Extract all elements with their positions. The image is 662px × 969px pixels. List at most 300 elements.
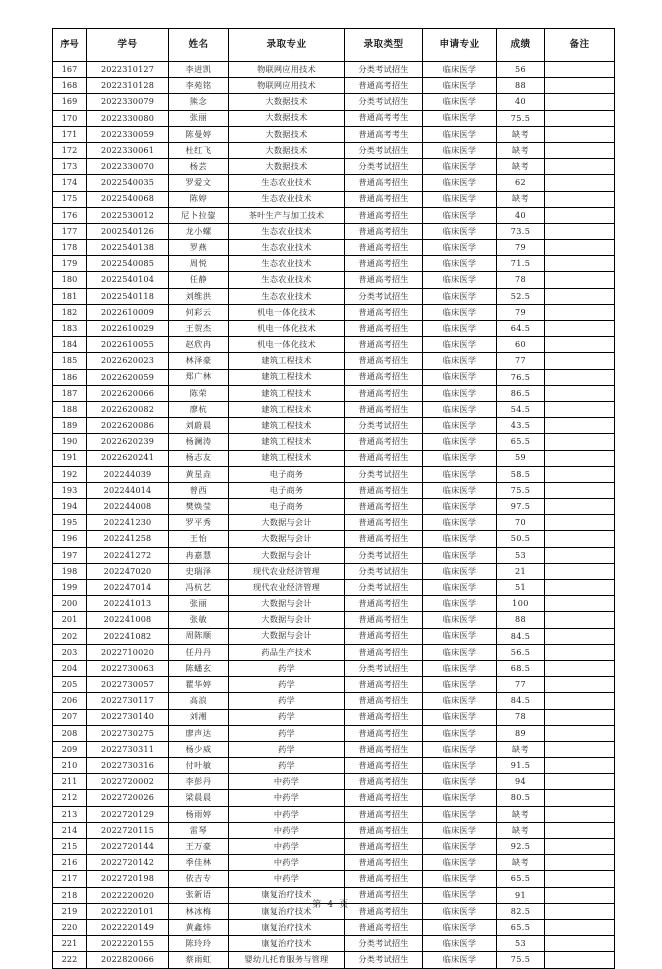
cell-admission-type: 普通高考招生 [345,175,423,191]
cell-admitted-major: 中药学 [229,839,345,855]
cell-admission-type: 分类考试招生 [345,547,423,563]
cell-sequence: 187 [53,385,87,401]
cell-admission-type: 分类考试招生 [345,660,423,676]
cell-admitted-major: 药学 [229,758,345,774]
table-row [53,191,615,207]
cell-admission-type: 普通高考招生 [345,741,423,757]
cell-sequence: 217 [53,871,87,887]
cell-sequence: 177 [53,223,87,239]
cell-admission-type: 普通高考招生 [345,887,423,903]
cell-name: 陈玲玲 [169,936,229,952]
cell-sequence: 194 [53,499,87,515]
cell-admitted-major: 中药学 [229,855,345,871]
cell-score: 缺考 [497,126,545,142]
cell-name: 罗平秀 [169,515,229,531]
cell-score: 58.5 [497,466,545,482]
cell-admission-type: 普通高考招生 [345,482,423,498]
cell-student-id: 2002540126 [87,223,169,239]
cell-sequence: 206 [53,693,87,709]
table-row [53,385,615,401]
cell-sequence: 221 [53,936,87,952]
cell-sequence: 202 [53,628,87,644]
cell-admitted-major: 康复治疗技术 [229,903,345,919]
page-footer: 第 4 页 [312,900,350,910]
cell-student-id: 202241082 [87,628,169,644]
table-row [53,677,615,693]
cell-applied-major: 临床医学 [423,110,497,126]
cell-remarks [545,499,615,515]
cell-remarks [545,563,615,579]
cell-name: 刘湘 [169,709,229,725]
cell-name: 季佳林 [169,855,229,871]
cell-name: 廖声达 [169,725,229,741]
cell-admitted-major: 建筑工程技术 [229,385,345,401]
cell-score: 62 [497,175,545,191]
table-row [53,580,615,596]
cell-student-id: 2022720026 [87,790,169,806]
cell-admission-type: 普通高考招生 [345,709,423,725]
cell-name: 陈荣 [169,385,229,401]
cell-sequence: 182 [53,304,87,320]
cell-score: 68.5 [497,660,545,676]
cell-admitted-major: 建筑工程技术 [229,369,345,385]
cell-admitted-major: 婴幼儿托育服务与管理 [229,952,345,968]
cell-admission-type: 普通高考招生 [345,644,423,660]
cell-sequence: 222 [53,952,87,968]
cell-student-id: 202244014 [87,482,169,498]
cell-student-id: 2022620059 [87,369,169,385]
table-row [53,321,615,337]
cell-remarks [545,434,615,450]
table-header-row [53,29,615,62]
table-row [53,822,615,838]
cell-sequence: 176 [53,207,87,223]
cell-remarks [545,531,615,547]
cell-applied-major: 临床医学 [423,207,497,223]
cell-admitted-major: 物联网应用技术 [229,62,345,78]
cell-applied-major: 临床医学 [423,353,497,369]
cell-remarks [545,596,615,612]
column-header-sequence: 序号 [53,29,87,62]
cell-sequence: 214 [53,822,87,838]
cell-remarks [545,288,615,304]
cell-score: 缺考 [497,806,545,822]
cell-applied-major: 临床医学 [423,434,497,450]
cell-name: 林泽豪 [169,353,229,369]
cell-admitted-major: 机电一体化技术 [229,337,345,353]
cell-admission-type: 普通高考招生 [345,596,423,612]
table-row [53,288,615,304]
cell-admitted-major: 生态农业技术 [229,175,345,191]
cell-applied-major: 临床医学 [423,644,497,660]
cell-admission-type: 普通高考招生 [345,790,423,806]
cell-applied-major: 临床医学 [423,418,497,434]
cell-admitted-major: 机电一体化技术 [229,321,345,337]
cell-student-id: 202241013 [87,596,169,612]
cell-admission-type: 普通高考招生 [345,78,423,94]
cell-admitted-major: 现代农业经济管理 [229,563,345,579]
cell-name: 罗爱文 [169,175,229,191]
cell-remarks [545,822,615,838]
cell-score: 50.5 [497,531,545,547]
cell-sequence: 204 [53,660,87,676]
cell-remarks [545,223,615,239]
cell-admitted-major: 大数据技术 [229,110,345,126]
cell-remarks [545,110,615,126]
cell-name: 廖杭 [169,401,229,417]
cell-admission-type: 分类考试招生 [345,94,423,110]
cell-score: 52.5 [497,288,545,304]
cell-name: 雷琴 [169,822,229,838]
cell-student-id: 2022540118 [87,288,169,304]
cell-admitted-major: 中药学 [229,790,345,806]
cell-remarks [545,725,615,741]
cell-student-id: 2022720129 [87,806,169,822]
cell-admitted-major: 大数据与会计 [229,596,345,612]
table-row [53,418,615,434]
cell-admitted-major: 生态农业技术 [229,272,345,288]
cell-name: 杨澜涛 [169,434,229,450]
cell-admitted-major: 大数据与会计 [229,628,345,644]
cell-name: 曾西 [169,482,229,498]
cell-name: 熊念 [169,94,229,110]
column-header-admission-type: 录取类型 [345,29,423,62]
cell-remarks [545,191,615,207]
cell-applied-major: 临床医学 [423,628,497,644]
table-row [53,596,615,612]
cell-admission-type: 普通高考招生 [345,272,423,288]
cell-sequence: 181 [53,288,87,304]
cell-student-id: 2022620086 [87,418,169,434]
column-header-remarks: 备注 [545,29,615,62]
cell-name: 史瑞泽 [169,563,229,579]
cell-applied-major: 临床医学 [423,596,497,612]
cell-admitted-major: 大数据技术 [229,142,345,158]
cell-sequence: 172 [53,142,87,158]
cell-student-id: 2022730316 [87,758,169,774]
cell-admitted-major: 中药学 [229,806,345,822]
cell-remarks [545,482,615,498]
cell-applied-major: 临床医学 [423,855,497,871]
cell-admitted-major: 大数据技术 [229,94,345,110]
cell-sequence: 209 [53,741,87,757]
cell-remarks [545,466,615,482]
cell-remarks [545,175,615,191]
cell-admission-type: 普通高考招生 [345,628,423,644]
cell-applied-major: 临床医学 [423,580,497,596]
cell-applied-major: 临床医学 [423,806,497,822]
cell-score: 缺考 [497,159,545,175]
cell-admission-type: 普通高考招生 [345,191,423,207]
cell-remarks [545,660,615,676]
cell-admission-type: 普通高考招生 [345,450,423,466]
cell-applied-major: 临床医学 [423,660,497,676]
table-row [53,871,615,887]
cell-admission-type: 普通高考招生 [345,304,423,320]
cell-admission-type: 普通高考招生 [345,531,423,547]
cell-admission-type: 分类考试招生 [345,936,423,952]
table-row [53,450,615,466]
cell-sequence: 174 [53,175,87,191]
cell-sequence: 188 [53,401,87,417]
cell-name: 高浪 [169,693,229,709]
cell-score: 64.5 [497,321,545,337]
cell-student-id: 2022620066 [87,385,169,401]
cell-score: 75.5 [497,110,545,126]
cell-applied-major: 临床医学 [423,240,497,256]
cell-admission-type: 普通高考招生 [345,774,423,790]
cell-student-id: 2022720198 [87,871,169,887]
cell-student-id: 202247014 [87,580,169,596]
cell-name: 杨雨婷 [169,806,229,822]
cell-sequence: 208 [53,725,87,741]
cell-remarks [545,159,615,175]
cell-name: 杨少威 [169,741,229,757]
cell-score: 40 [497,207,545,223]
table-row [53,693,615,709]
cell-score: 84.5 [497,628,545,644]
cell-student-id: 2022730140 [87,709,169,725]
cell-admission-type: 普通高考考生 [345,110,423,126]
cell-score: 60 [497,337,545,353]
cell-applied-major: 临床医学 [423,919,497,935]
table-row [53,806,615,822]
cell-student-id: 202241230 [87,515,169,531]
cell-applied-major: 临床医学 [423,256,497,272]
cell-remarks [545,418,615,434]
cell-applied-major: 临床医学 [423,272,497,288]
cell-name: 张丽 [169,110,229,126]
cell-name: 黄星垚 [169,466,229,482]
cell-admission-type: 普通高考招生 [345,353,423,369]
cell-admitted-major: 中药学 [229,774,345,790]
cell-applied-major: 临床医学 [423,790,497,806]
cell-applied-major: 临床医学 [423,126,497,142]
cell-remarks [545,450,615,466]
cell-sequence: 198 [53,563,87,579]
table-row [53,952,615,968]
admission-roster-table [52,28,615,969]
cell-name: 何彩云 [169,304,229,320]
cell-student-id: 202244039 [87,466,169,482]
cell-admitted-major: 生态农业技术 [229,223,345,239]
cell-admission-type: 普通高考招生 [345,871,423,887]
cell-applied-major: 临床医学 [423,693,497,709]
cell-admitted-major: 康复治疗技术 [229,887,345,903]
cell-remarks [545,78,615,94]
cell-admission-type: 普通高考招生 [345,758,423,774]
cell-student-id: 2022540068 [87,191,169,207]
cell-applied-major: 临床医学 [423,159,497,175]
cell-applied-major: 临床医学 [423,369,497,385]
cell-admitted-major: 生态农业技术 [229,191,345,207]
table-row [53,725,615,741]
cell-score: 76.5 [497,369,545,385]
cell-student-id: 2022620082 [87,401,169,417]
cell-sequence: 196 [53,531,87,547]
cell-sequence: 180 [53,272,87,288]
cell-applied-major: 临床医学 [423,62,497,78]
cell-admission-type: 普通高考招生 [345,515,423,531]
cell-name: 王万豪 [169,839,229,855]
table-row [53,272,615,288]
cell-score: 94 [497,774,545,790]
cell-sequence: 186 [53,369,87,385]
cell-score: 78 [497,709,545,725]
cell-score: 92.5 [497,839,545,855]
table-row [53,369,615,385]
cell-remarks [545,709,615,725]
cell-admission-type: 普通高考招生 [345,919,423,935]
cell-name: 刘蔚晨 [169,418,229,434]
cell-name: 冉嘉慧 [169,547,229,563]
cell-applied-major: 临床医学 [423,871,497,887]
cell-name: 任丹丹 [169,644,229,660]
cell-name: 杜红飞 [169,142,229,158]
cell-applied-major: 临床医学 [423,288,497,304]
cell-student-id: 2022620239 [87,434,169,450]
cell-applied-major: 临床医学 [423,725,497,741]
cell-admitted-major: 药学 [229,660,345,676]
cell-remarks [545,240,615,256]
cell-score: 79 [497,304,545,320]
cell-student-id: 2022620241 [87,450,169,466]
cell-remarks [545,142,615,158]
cell-student-id: 2022730063 [87,660,169,676]
cell-score: 缺考 [497,855,545,871]
table-row [53,919,615,935]
cell-name: 林冰梅 [169,903,229,919]
cell-admission-type: 普通高考招生 [345,321,423,337]
cell-remarks [545,353,615,369]
cell-applied-major: 临床医学 [423,774,497,790]
cell-admission-type: 普通高考招生 [345,855,423,871]
cell-admission-type: 普通高考招生 [345,256,423,272]
cell-admitted-major: 电子商务 [229,466,345,482]
cell-student-id: 2022330080 [87,110,169,126]
table-row [53,110,615,126]
cell-admission-type: 普通高考招生 [345,369,423,385]
cell-score: 43.5 [497,418,545,434]
cell-admission-type: 普通高考招生 [345,612,423,628]
cell-student-id: 2022330059 [87,126,169,142]
cell-remarks [545,774,615,790]
cell-admitted-major: 大数据与会计 [229,531,345,547]
cell-admission-type: 分类考试招生 [345,563,423,579]
table-row [53,547,615,563]
column-header-admitted-major: 录取专业 [229,29,345,62]
cell-name: 陈曼婷 [169,126,229,142]
column-header-name: 姓名 [169,29,229,62]
cell-remarks [545,871,615,887]
cell-admission-type: 普通高考招生 [345,839,423,855]
table-row [53,207,615,223]
cell-admitted-major: 药学 [229,709,345,725]
cell-name: 郑广林 [169,369,229,385]
cell-remarks [545,612,615,628]
table-row [53,660,615,676]
cell-score: 缺考 [497,741,545,757]
cell-sequence: 212 [53,790,87,806]
cell-sequence: 171 [53,126,87,142]
cell-student-id: 2022610055 [87,337,169,353]
table-row [53,304,615,320]
cell-sequence: 189 [53,418,87,434]
cell-name: 刘维洪 [169,288,229,304]
table-row [53,353,615,369]
cell-remarks [545,936,615,952]
cell-applied-major: 临床医学 [423,142,497,158]
table-row [53,515,615,531]
cell-score: 89 [497,725,545,741]
table-row [53,126,615,142]
cell-remarks [545,369,615,385]
cell-student-id: 2022610009 [87,304,169,320]
cell-remarks [545,919,615,935]
cell-remarks [545,628,615,644]
cell-student-id: 2022220020 [87,887,169,903]
cell-student-id: 2022710020 [87,644,169,660]
cell-applied-major: 临床医学 [423,482,497,498]
cell-score: 91 [497,887,545,903]
cell-sequence: 169 [53,94,87,110]
cell-admission-type: 分类考试招生 [345,580,423,596]
cell-student-id: 202244008 [87,499,169,515]
cell-remarks [545,790,615,806]
cell-sequence: 216 [53,855,87,871]
cell-sequence: 205 [53,677,87,693]
cell-admitted-major: 大数据与会计 [229,612,345,628]
cell-score: 65.5 [497,434,545,450]
cell-admission-type: 普通高考招生 [345,385,423,401]
cell-name: 蔡雨虹 [169,952,229,968]
cell-student-id: 2022720144 [87,839,169,855]
cell-remarks [545,677,615,693]
cell-name: 张新语 [169,887,229,903]
cell-admitted-major: 生态农业技术 [229,240,345,256]
cell-score: 75.5 [497,952,545,968]
cell-student-id: 2022330079 [87,94,169,110]
cell-sequence: 195 [53,515,87,531]
cell-admission-type: 普通高考招生 [345,337,423,353]
cell-admission-type: 普通高考考生 [345,126,423,142]
cell-name: 黄鑫炜 [169,919,229,935]
cell-score: 59 [497,450,545,466]
cell-student-id: 2022540104 [87,272,169,288]
cell-applied-major: 临床医学 [423,952,497,968]
table-row [53,612,615,628]
cell-sequence: 210 [53,758,87,774]
cell-admitted-major: 电子商务 [229,499,345,515]
cell-student-id: 2022540138 [87,240,169,256]
table-row [53,855,615,871]
cell-student-id: 202241008 [87,612,169,628]
cell-applied-major: 临床医学 [423,337,497,353]
cell-admission-type: 普通高考招生 [345,725,423,741]
table-row [53,159,615,175]
cell-admission-type: 分类考试招生 [345,159,423,175]
cell-admission-type: 分类考试招生 [345,288,423,304]
table-row [53,499,615,515]
cell-sequence: 173 [53,159,87,175]
cell-student-id: 2022220149 [87,919,169,935]
cell-admitted-major: 药品生产技术 [229,644,345,660]
table-row [53,531,615,547]
cell-remarks [545,758,615,774]
cell-remarks [545,547,615,563]
cell-score: 77 [497,677,545,693]
cell-score: 65.5 [497,871,545,887]
